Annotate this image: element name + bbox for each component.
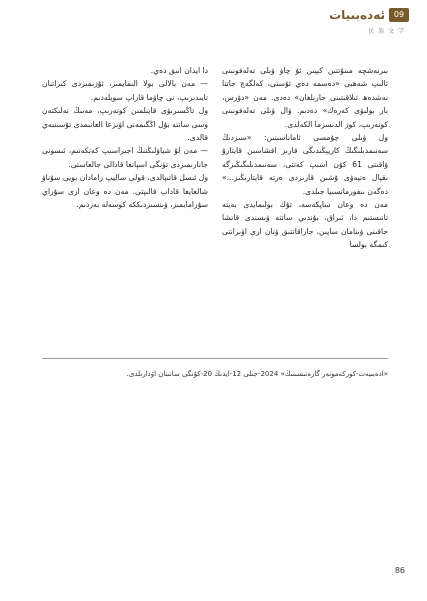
- paragraph: — مەن لۇ شياۋلىڭنىڭ اجىراسىپ كەتكەنىم، ئىسونى جانارىمىزدى تۈنگى اسپانعا قادالى جالعاستى.: [42, 146, 208, 169]
- body-columns: [42, 64, 388, 344]
- journal-logo-badge: 09: [389, 8, 409, 22]
- footnote-divider: [42, 358, 388, 359]
- page-number: 86: [394, 566, 405, 575]
- left-column: [42, 64, 208, 344]
- paragraph: دا ايدان انىق دەي.: [150, 66, 208, 75]
- journal-header: [329, 8, 409, 22]
- paragraph: ول ئىسل قاتىپالدى، قولى ساليپ رامادان بويى سۇناۋ شالعايعا قاداپ قالىپتى. مەن دە وعان ارى سۇراي سۇرامايمىز، ۋىنسىزدىككە كوسەلە بەردىم.: [42, 173, 208, 210]
- journal-subtitle: 民 族 文 学: [368, 28, 405, 35]
- paragraph: بىرنەشچە مىنۇتتىن كېيىن ئۇ چاۋ ۋىلى تەلەفونىنى ئالىپ شەھبى «دەسمە دەي ئۇستى، كەلگەچ جاتتا نەشدەھ ئىلاقىتىنى جارىلغان» دەدى. مەن «دۆرس، بار بولىۋى كەرەك» دەدىم. ۋال ۋىلى تەلەفونىنى كوتەرىپ، كوز الدىسزما الكەلدى.: [222, 66, 388, 129]
- paragraph: ول تاڭسىرىۋى قابىلمىن كوتەرىپ، مەنىڭ نەلىكتەن وسى ساتتە بۇل اڭگىمەنى اۋىزعا العانىمدى تۇسىنبەي قالدى.: [41, 106, 208, 143]
- paragraph: — مەن بالالى بولا الىمايمىز، ئۇزىمىزدى كىراتنان تايىدىرىپ، نى چاۋما قاراپ سويلەدىم.: [42, 79, 208, 102]
- paragraph: ول ۋىلى جۇمسى ئاماناسىنىن: «سىزدىڭ سەنىمدىلىگىڭ كاريېڭىدىگى قارىز اقشاسىن قايتارۇ ۋاقىتى 61 كۇن اسىپ كەتتى، سەنىمدىلىگىڭىزگە ىقپال ەتپەۋى ۇشىن قارىزدى ەرتە قايتارىڭىز...» دەگەن ىنفورماتسىيا جىلدى.: [222, 133, 389, 196]
- footnote: «ادەبىيەت-كوركەمونەر گازەتىسىنىڭ» 2024-جىلى 12-ايدىڭ 20-كۇنگى سانىنان اۋدارىلدى.: [126, 370, 388, 378]
- right-column: [222, 64, 388, 344]
- journal-title: ئەدەبىيات: [329, 8, 385, 22]
- paragraph: مەن دە وعان ساپكەسە، تۇك بولىمايدى بەيتە تانىستىم دا، ئىراق، بۇندىي ساتتە ۋىسندى قانشا جاقىنى ۋىتامان ساپىن، جاراقاتتىق ۋتان ارى اۋىرانتى كىمگە بولسا: [222, 200, 388, 250]
